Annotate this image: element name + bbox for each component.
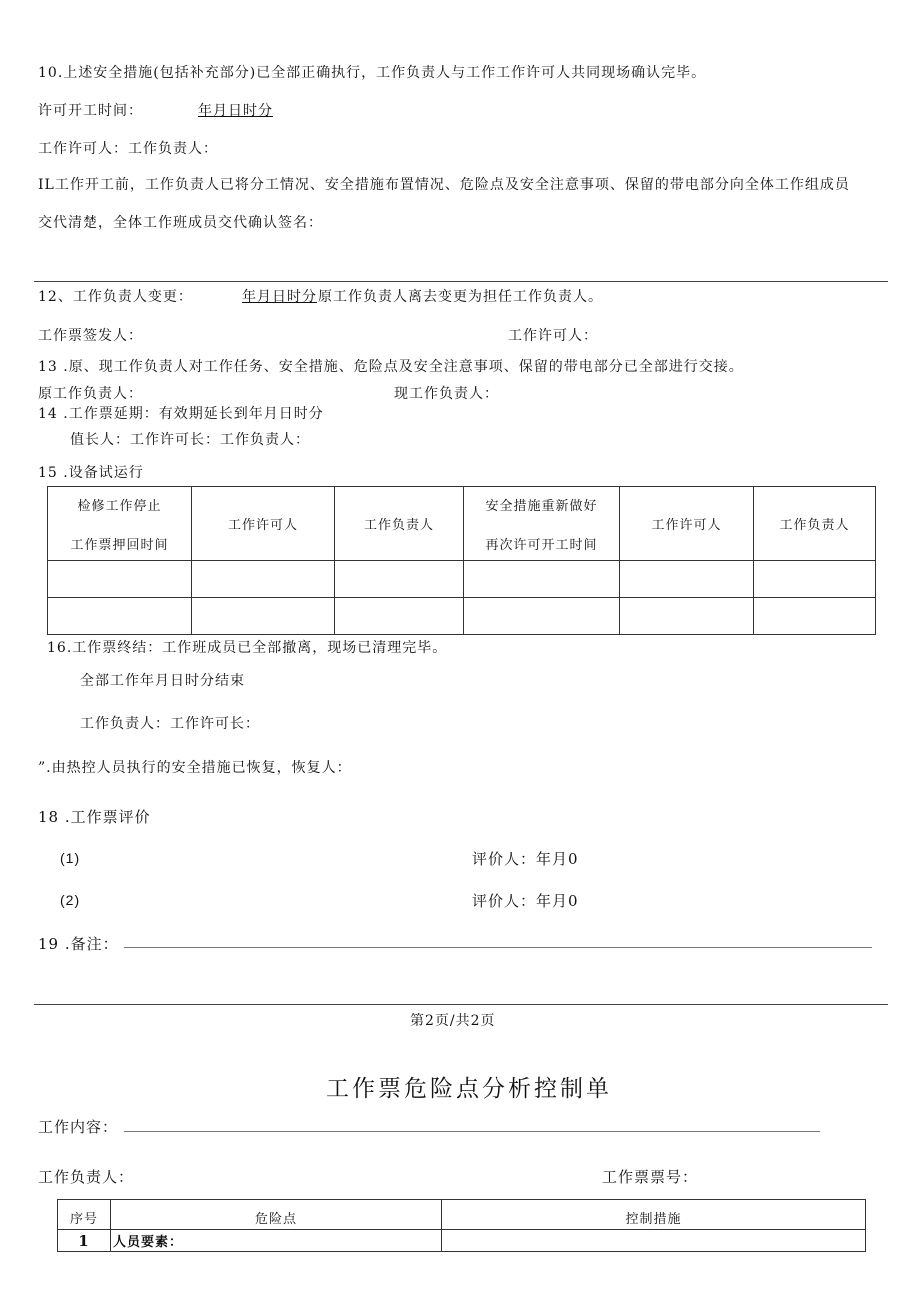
table-row	[48, 561, 876, 598]
work-content-underline[interactable]	[124, 1131, 820, 1132]
header-restart-time-line2: 再次许可开工时间	[485, 537, 598, 553]
table-cell[interactable]	[48, 561, 192, 598]
item-11-line2: 交代清楚，全体工作班成员交代确认签名：	[38, 215, 323, 231]
work-content-label: 工作内容：	[38, 1118, 119, 1136]
permit-signers: 工作许可人：工作负责人：	[38, 141, 218, 157]
header-leader-2: 工作负责人	[754, 487, 876, 561]
header-serial-number: 序号	[58, 1200, 111, 1230]
item-13-text: 13 .原、现工作负责人对工作任务、安全措施、危险点及安全注意事项、保留的带电部分已全部进行交接。	[38, 359, 744, 375]
evaluation-1-number: (1)	[60, 850, 81, 866]
header-restart-time-line1: 安全措施重新做好	[485, 498, 598, 514]
header-stop-time	[48, 487, 192, 561]
row-1-control[interactable]	[442, 1230, 866, 1252]
page-number: 第2页/共2页	[410, 1013, 496, 1029]
item-16-signers: 工作负责人：工作许可长：	[80, 716, 260, 732]
item-12-time: 年月日时分	[242, 289, 317, 305]
form-title: 工作票危险点分析控制单	[326, 1076, 612, 1102]
item-14-text: 14 .工作票延期：有效期延长到年月日时分	[38, 406, 324, 422]
test-run-table	[47, 486, 876, 635]
row-1-hazard[interactable]: 人员要素：	[111, 1230, 442, 1252]
header-control-measure: 控制措施	[442, 1200, 866, 1230]
evaluation-2-number: (2)	[60, 892, 81, 908]
item-16-end-time: 全部工作年月日时分结束	[80, 673, 245, 689]
evaluation-2-signature: 评价人：年月0	[472, 892, 579, 910]
header-permitter-1: 工作许可人	[192, 487, 335, 561]
item-12-label: 12、工作负责人变更：	[38, 289, 193, 305]
item-10-text: 10.上述安全措施(包括补充部分)已全部正确执行，工作负责人与工作工作许可人共同现场确认完毕。	[38, 65, 707, 81]
table-cell[interactable]	[464, 561, 620, 598]
table-cell[interactable]	[620, 598, 754, 635]
remarks-underline[interactable]	[124, 947, 872, 948]
table-cell[interactable]	[754, 561, 876, 598]
item-16-text: 16.工作票终结：工作班成员已全部撤离，现场已清理完毕。	[47, 640, 448, 656]
table-cell[interactable]	[192, 561, 335, 598]
item-11-line1: IL工作开工前，工作负责人已将分工情况、安全措施布置情况、危险点及安全注意事项、保留的带电部分向全体工作组成员	[38, 177, 850, 193]
table-cell[interactable]	[464, 598, 620, 635]
table-cell[interactable]	[192, 598, 335, 635]
item-12-rest: 原工作负责人离去变更为担任工作负责人。	[318, 289, 603, 305]
table-cell[interactable]	[754, 598, 876, 635]
table-cell[interactable]	[620, 561, 754, 598]
work-permitter-label: 工作许可人：	[508, 328, 598, 344]
table-cell[interactable]	[48, 598, 192, 635]
header-restart-time	[464, 487, 620, 561]
header-permitter-2: 工作许可人	[620, 487, 754, 561]
item-18-text: 18 .工作票评价	[38, 808, 151, 826]
test-run-header-row	[48, 487, 876, 561]
hazard-header-row	[58, 1200, 866, 1230]
item-15-text: 15 .设备试运行	[38, 465, 144, 481]
work-leader-label: 工作负责人：	[38, 1168, 135, 1186]
item-17-text: ”.由热控人员执行的安全措施已恢复，恢复人：	[38, 760, 352, 776]
ticket-issuer-label: 工作票签发人：	[38, 328, 143, 344]
page-bottom-divider	[34, 1004, 888, 1005]
item-14-signers: 值长人：工作许可长：工作负责人：	[70, 432, 310, 448]
row-1-number: 1	[58, 1230, 111, 1252]
new-leader-label: 现工作负责人：	[394, 386, 499, 402]
item-19-label: 19 .备注：	[38, 935, 119, 953]
header-hazard-point: 危险点	[111, 1200, 442, 1230]
permit-start-label: 许可开工时间：	[38, 103, 143, 119]
hazard-table	[57, 1199, 866, 1252]
table-row	[58, 1230, 866, 1252]
table-cell[interactable]	[335, 561, 464, 598]
header-leader-1: 工作负责人	[335, 487, 464, 561]
ticket-number-label: 工作票票号：	[602, 1168, 699, 1186]
permit-start-value: 年月日时分	[198, 103, 273, 119]
table-cell[interactable]	[335, 598, 464, 635]
header-stop-time-line2: 工作票押回时间	[70, 537, 169, 553]
header-stop-time-line1: 检修工作停止	[77, 498, 162, 514]
table-row	[48, 598, 876, 635]
section-divider	[34, 281, 888, 282]
evaluation-1-signature: 评价人：年月0	[472, 850, 579, 868]
old-leader-label: 原工作负责人：	[38, 386, 143, 402]
